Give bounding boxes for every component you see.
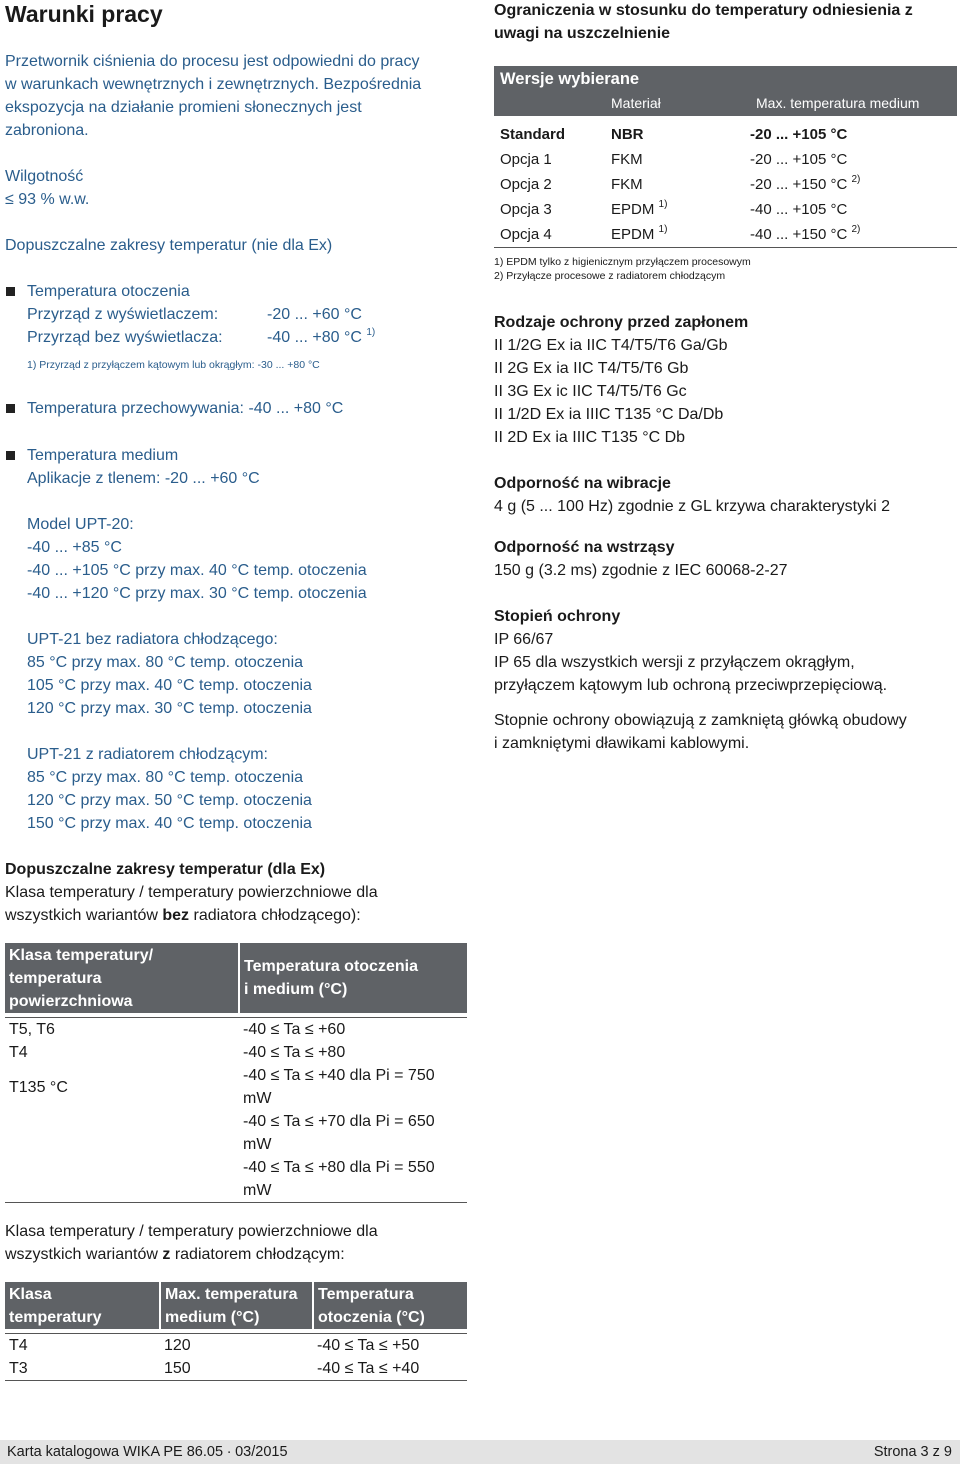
humidity-value: ≤ 93 % w.w.: [5, 191, 90, 208]
intro-line: zabroniona.: [5, 122, 89, 139]
upt21-with-line: 85 °C przy max. 80 °C temp. otoczenia: [27, 769, 304, 786]
intro-line: w warunkach wewnętrznych i zewnętrznych. Bezpośrednia: [5, 76, 422, 93]
table-row: [5, 1018, 467, 1042]
ambient-row: [27, 326, 445, 349]
page-title: Warunki pracy: [5, 1, 163, 27]
header-cell: Temperatura otoczenia i medium (°C): [244, 958, 418, 998]
seal-table-row: [494, 222, 957, 248]
upt21-no-line: 105 °C przy max. 40 °C temp. otoczenia: [27, 677, 312, 694]
intro-line: ekspozycja na działanie promieni słonecznych jest: [5, 99, 362, 116]
ambient-footnote: 1) Przyrząd z przyłączem kątowym lub okrągłym: -30 ... +80 °C: [27, 359, 320, 371]
table-row: [5, 1041, 467, 1064]
medium-details: [5, 513, 445, 835]
oxygen-line: Aplikacje z tlenem: -20 ... +60 °C: [27, 470, 260, 487]
upt21-no-line: UPT-21 bez radiatora chłodzącego:: [27, 631, 278, 648]
ambient-section: [5, 280, 445, 372]
table-cell: -20 ... +105 °C: [750, 151, 848, 168]
ignition-line: II 1/2G Ex ia IIC T4/T5/T6 Ga/Gb: [494, 337, 728, 354]
table-cell: Opcja 3: [500, 201, 552, 218]
ex-intro2: Klasa temperatury / temperatury powierzchniowe dla: [5, 1223, 378, 1240]
footer-page-number: Strona 3 z 9: [873, 1444, 952, 1460]
table-cell: Opcja 1: [500, 151, 552, 168]
table-cell: EPDM $^{1)}$: [611, 199, 668, 218]
upt21-no-line: 120 °C przy max. 30 °C temp. otoczenia: [27, 700, 312, 717]
ip-line: przyłączem kątowym lub ochroną przeciwprzepięciową.: [494, 677, 888, 694]
table-cell: -40 ≤ Ta ≤ +80 dla Pi = 550 mW: [243, 1159, 435, 1199]
col-material: Materiał: [611, 95, 661, 111]
table-row: [5, 1110, 467, 1156]
intro-paragraph: [5, 50, 445, 142]
intro-line: Przetwornik ciśnienia do procesu jest odpowiedni do pracy: [5, 53, 420, 70]
seal-table-row: [494, 172, 957, 197]
ip-note: Stopnie ochrony obowiązują z zamkniętą główką obudowy i zamkniętymi dławikami kablowymi.: [494, 712, 907, 752]
upt20-line: -40 ... +120 °C przy max. 30 °C temp. otoczenia: [27, 585, 367, 602]
vibration-value: 4 g (5 ... 100 Hz) zgodnie z GL krzywa charakterystyki 2: [494, 498, 891, 515]
seal-table: [494, 66, 957, 248]
table-cell: -40 ... +105 °C: [750, 201, 848, 218]
table-row: [5, 1064, 467, 1110]
seal-table-row: [494, 122, 957, 147]
upt21-with-line: 150 °C przy max. 40 °C temp. otoczenia: [27, 815, 312, 832]
left-column: [5, 0, 445, 835]
shock-heading: Odporność na wstrząsy: [494, 539, 675, 556]
table-cell: [5, 1110, 239, 1156]
table-cell: FKM: [611, 151, 643, 168]
seal-heading: Ograniczenia w stosunku do temperatury odniesienia z uwagi na uszczelnienie: [494, 2, 913, 42]
header-cell: Klasa temperatury: [5, 1282, 160, 1329]
ex-heading: Dopuszczalne zakresy temperatur (dla Ex): [5, 861, 326, 878]
table-header: [5, 1282, 467, 1329]
seal-note: 1) EPDM tylko z higienicznym przyłączem procesowym: [494, 256, 751, 268]
ambient-value: -40 ... +80 °C $^{1)}$: [267, 326, 376, 346]
shock-value: 150 g (3.2 ms) zgodnie z IEC 60068-2-27: [494, 562, 788, 579]
seal-table-row: [494, 147, 957, 172]
table-header: [5, 943, 467, 1013]
table-cell: -20 ... +150 °C $^{2)}$: [750, 174, 861, 193]
vibration-heading: Odporność na wibracje: [494, 475, 671, 492]
table-cell: Standard: [500, 126, 566, 143]
table-row: [5, 1334, 467, 1358]
temp-heading: Dopuszczalne zakresy temperatur (nie dla Ex): [5, 237, 333, 254]
table-row: [5, 1156, 467, 1203]
table-subheader: [494, 91, 957, 116]
seal-table-row: [494, 197, 957, 222]
medium-label: Temperatura medium: [27, 447, 179, 464]
table-cell: Opcja 4: [500, 226, 552, 243]
table-cell: EPDM $^{1)}$: [611, 224, 668, 243]
table-cell: -20 ... +105 °C: [750, 126, 848, 143]
footer-doc-ref: Karta katalogowa WIKA PE 86.05 ∙ 03/2015: [7, 1444, 288, 1460]
storage-temp: Temperatura przechowywania: -40 ... +80 °C: [5, 397, 445, 420]
table-cell: T135 °C: [9, 1078, 68, 1096]
upt21-with-line: UPT-21 z radiatorem chłodzącym:: [27, 746, 268, 763]
col-max-temp: Max. temperatura medium: [756, 95, 920, 111]
humidity-heading: Wilgotność: [5, 168, 84, 185]
table-cell: T4: [9, 1337, 28, 1354]
ignition-line: II 1/2D Ex ia IIIC T135 °C Da/Db: [494, 406, 724, 423]
ignition-line: II 2D Ex ia IIIC T135 °C Db: [494, 429, 686, 446]
table-cell: -40 ≤ Ta ≤ +40: [317, 1360, 420, 1377]
ex-intro1b: wszystkich wariantów bez radiatora chłodzącego):: [5, 907, 361, 924]
table-cell: -40 ≤ Ta ≤ +40 dla Pi = 750 mW: [243, 1067, 435, 1107]
ex-intro1: Klasa temperatury / temperatury powierzchniowe dla: [5, 884, 378, 901]
upt20-line: -40 ... +105 °C przy max. 40 °C temp. otoczenia: [27, 562, 367, 579]
right-column: [494, 0, 956, 755]
ambient-row: [27, 303, 445, 326]
upt20-line: -40 ... +85 °C: [27, 539, 122, 556]
table-cell: -40 ≤ Ta ≤ +50: [317, 1337, 420, 1354]
table-cell: Opcja 2: [500, 176, 552, 193]
table-cell: NBR: [611, 126, 644, 143]
ambient-label: Temperatura otoczenia: [27, 283, 190, 300]
table-cell: 120: [164, 1337, 191, 1354]
table-row: [5, 1357, 467, 1381]
ignition-line: II 2G Ex ia IIC T4/T5/T6 Gb: [494, 360, 689, 377]
ex-table-with-radiator: [5, 1282, 467, 1381]
table-header: [494, 66, 957, 91]
ip-line: IP 65 dla wszystkich wersji z przyłączem okrągłym,: [494, 654, 855, 671]
seal-notes: [494, 255, 956, 283]
ambient-key: Przyrząd bez wyświetlacza:: [27, 329, 223, 346]
table-cell: [5, 1156, 239, 1203]
table-cell: -40 ≤ Ta ≤ +80: [243, 1044, 346, 1061]
page-footer: [0, 1440, 960, 1464]
table-cell: -40 ... +150 °C $^{2)}$: [750, 224, 861, 243]
ex-table-no-radiator: [5, 943, 467, 1203]
ignition-heading: Rodzaje ochrony przed zapłonem: [494, 314, 749, 331]
upt21-no-line: 85 °C przy max. 80 °C temp. otoczenia: [27, 654, 304, 671]
seal-note: 2) Przyłącze procesowe z radiatorem chłodzącym: [494, 270, 726, 282]
ex-section: [5, 858, 475, 1381]
ex-intro2b: wszystkich wariantów z radiatorem chłodzącym:: [5, 1246, 345, 1263]
header-cell: Max. temperatura medium (°C): [160, 1282, 313, 1329]
header-cell: Klasa temperatury/ temperatura powierzchniowa: [5, 943, 239, 1013]
upt21-with-line: 120 °C przy max. 50 °C temp. otoczenia: [27, 792, 312, 809]
table-cell: FKM: [611, 176, 643, 193]
medium-section: [5, 444, 445, 490]
table-cell: -40 ≤ Ta ≤ +60: [243, 1021, 346, 1038]
table-cell: T5, T6: [9, 1021, 55, 1038]
table-cell: T3: [9, 1360, 28, 1377]
ip-line: IP 66/67: [494, 631, 554, 648]
header-cell: Temperatura otoczenia (°C): [318, 1285, 425, 1326]
table-cell: T4: [9, 1044, 28, 1061]
ignition-line: II 3G Ex ic IIC T4/T5/T6 Gc: [494, 383, 687, 400]
ambient-value: -20 ... +60 °C: [267, 306, 362, 323]
seal-table-title: Wersje wybierane: [500, 70, 640, 88]
table-cell: 150: [164, 1360, 191, 1377]
ambient-key: Przyrząd z wyświetlaczem:: [27, 306, 219, 323]
ip-heading: Stopień ochrony: [494, 608, 621, 625]
upt20-line: Model UPT-20:: [27, 516, 134, 533]
table-cell: -40 ≤ Ta ≤ +70 dla Pi = 650 mW: [243, 1113, 435, 1153]
